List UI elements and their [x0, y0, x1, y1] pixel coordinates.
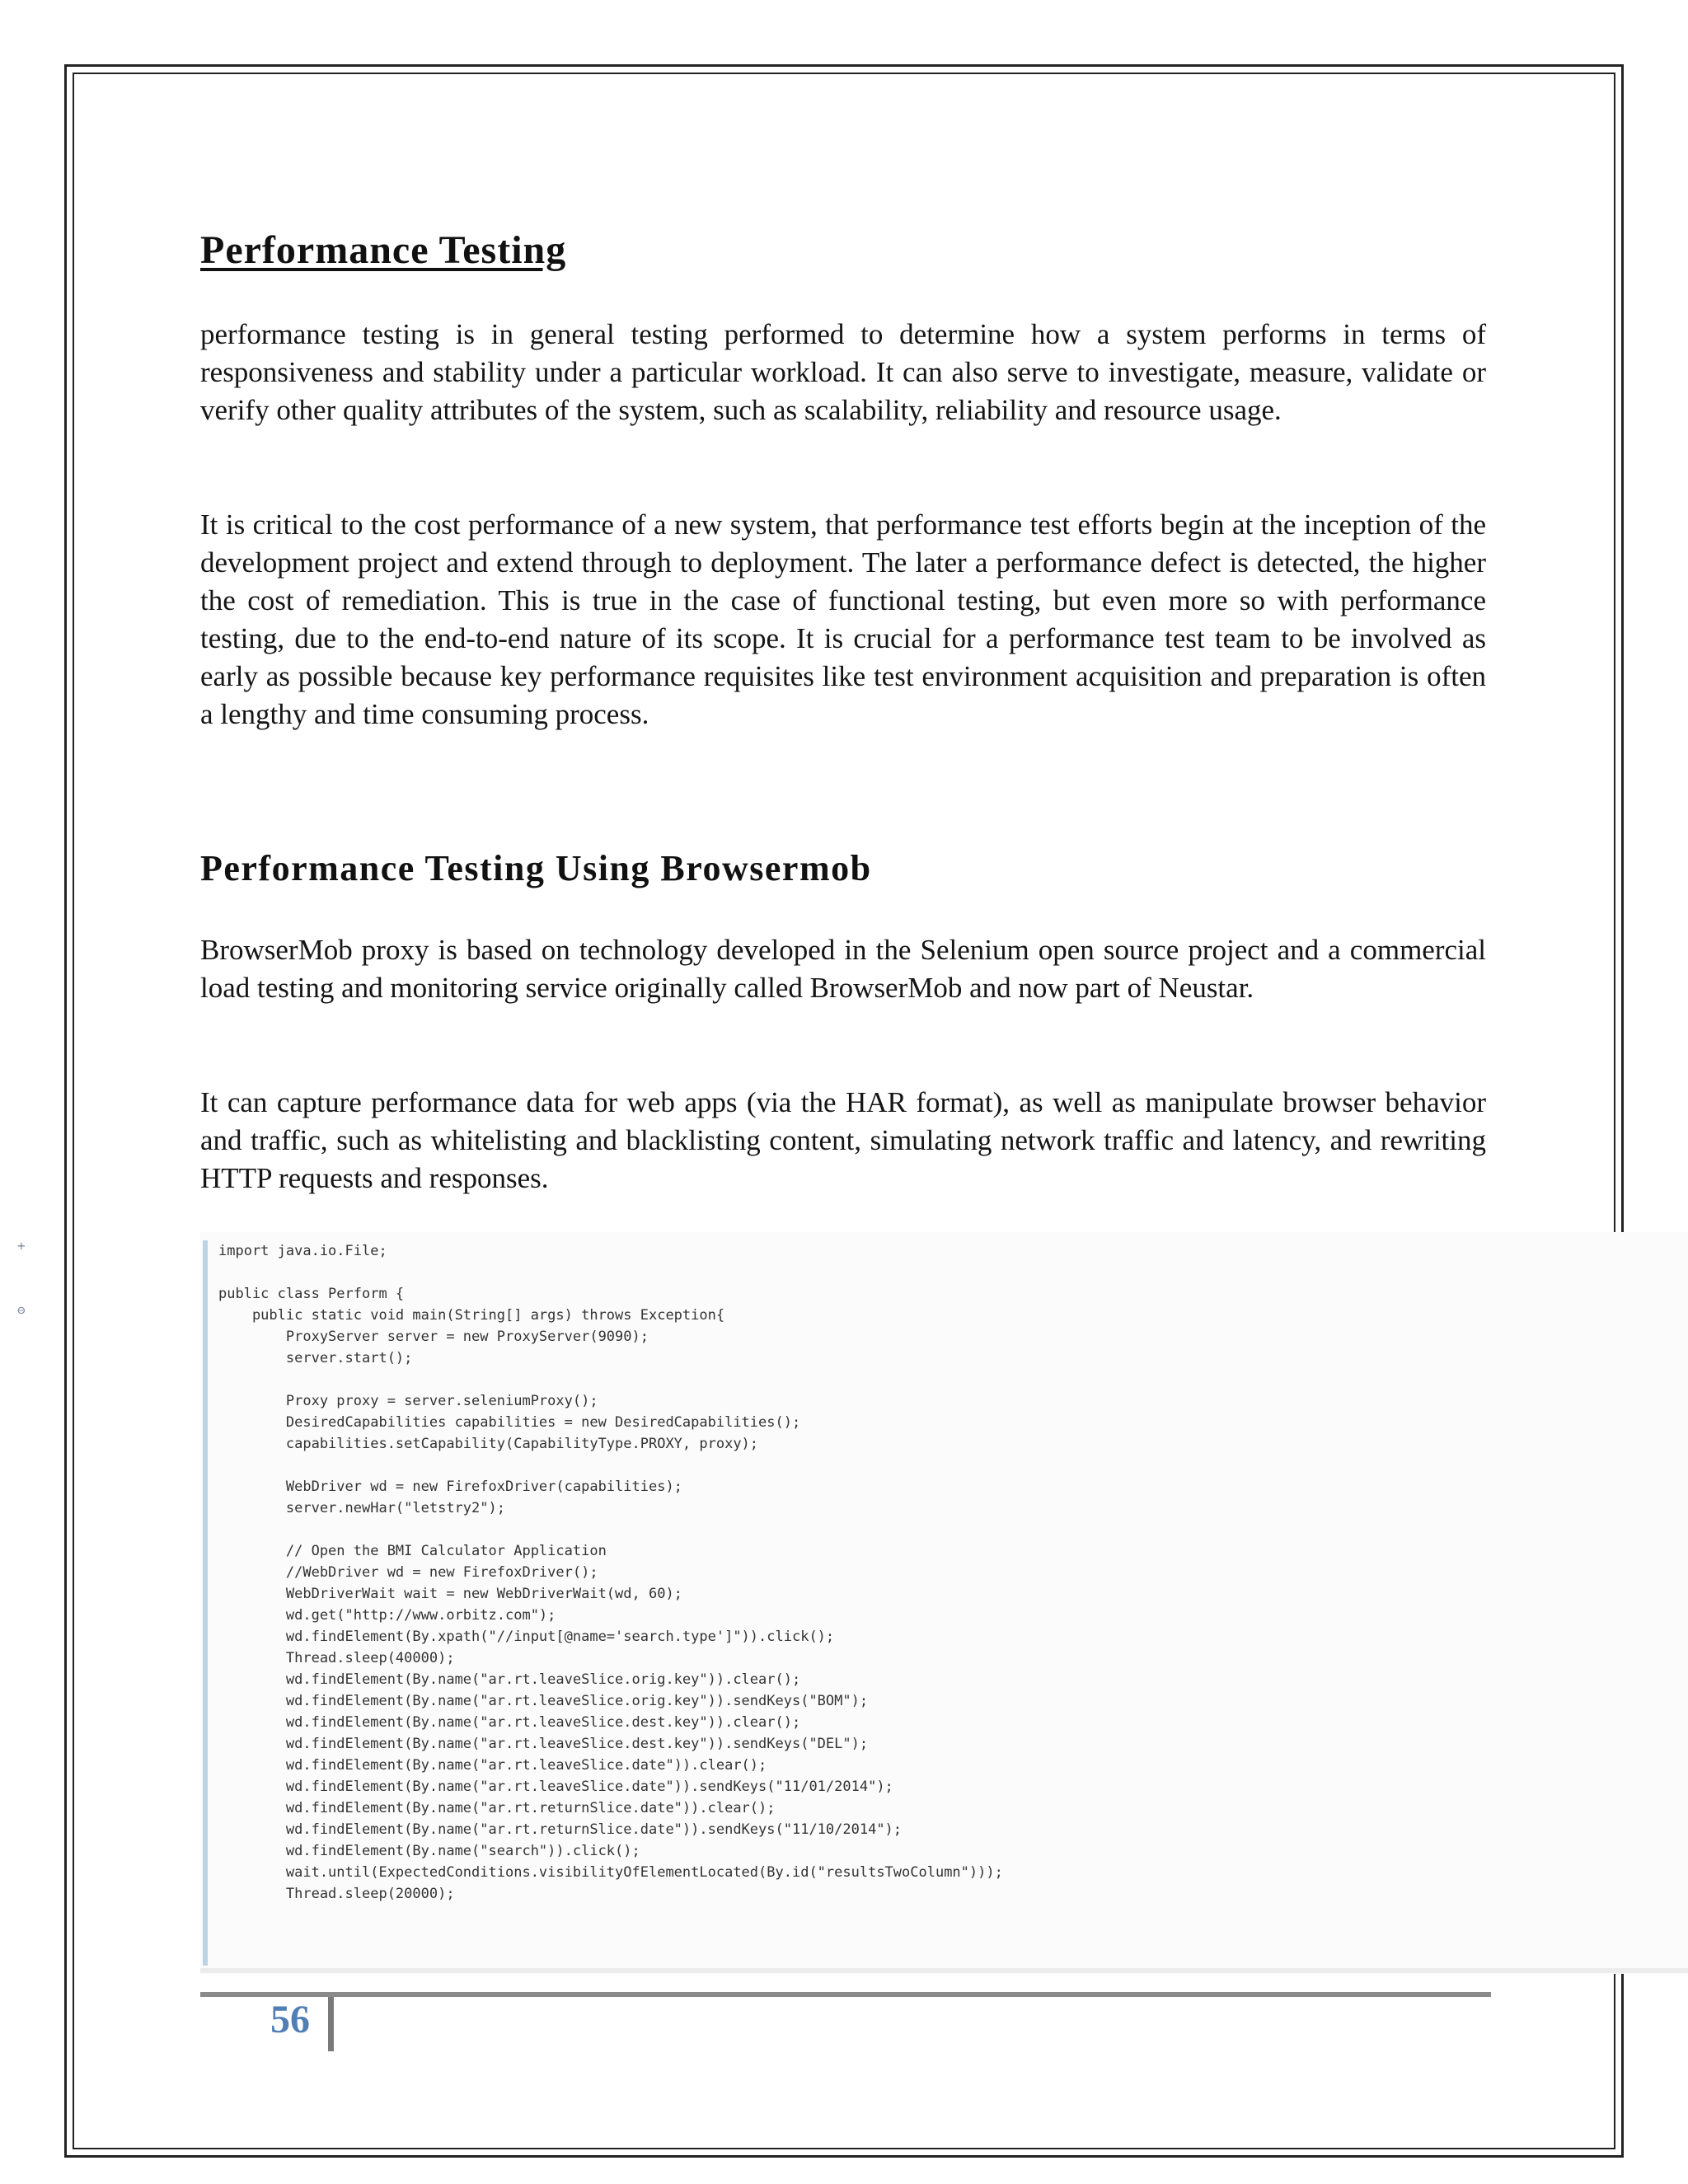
code-line: capabilities.setCapability(CapabilityType.PROXY, proxy); [218, 1436, 759, 1452]
fold-collapse-icon: ⊖ [17, 1302, 26, 1318]
code-line: server.start(); [218, 1350, 413, 1366]
paragraph-performance-definition: performance testing is in general testing performed to determine how a system performs in terms of responsiveness and stability under a particular workload. It can also serve to investigate, measure, validate or verify other quality attributes of the system, such as scalability, reliability and resource usage. [200, 318, 1486, 426]
paragraph-browsermob-capabilities: It can capture performance data for web apps (via the HAR format), as well as manipulate browser behavior and traffic, such as whitelisting and blacklisting content, simulating network traffic and latency, and rewriting HTTP requests and responses. [200, 1086, 1486, 1194]
paragraph-cost-performance: It is critical to the cost performance of a new system, that performance test efforts begin at the inception of the development project and extend through to deployment. The later a performance defect is detected, the higher the cost of remediation. This is true in the case of functional testing, but even more so with performance testing, due to the end-to-end nature of its scope. It is crucial for a performance test team to be involved as early as possible because key performance requisites like test environment acquisition and preparation is often a lengthy and time consuming process. [200, 509, 1486, 730]
code-screenshot-edge [200, 1968, 1688, 1973]
code-line: DesiredCapabilities capabilities = new DesiredCapabilities(); [218, 1414, 801, 1431]
code-line: wd.get("http://www.orbitz.com"); [218, 1607, 556, 1624]
code-line: wd.findElement(By.name("ar.rt.leaveSlice.orig.key")).clear(); [218, 1671, 801, 1688]
code-line: //WebDriver wd = new FirefoxDriver(); [218, 1564, 598, 1581]
code-gutter [203, 1240, 208, 1966]
code-block [218, 1240, 1003, 1905]
code-line [218, 1369, 1003, 1390]
code-line: // Open the BMI Calculator Application [218, 1543, 607, 1559]
page-number-divider [328, 1997, 334, 2051]
code-line: public static void main(String[] args) throws Exception{ [218, 1307, 725, 1324]
footer-rule [200, 1992, 1491, 1997]
code-line: wd.findElement(By.xpath("//input[@name='search.type']")).click(); [218, 1629, 835, 1645]
code-line: WebDriverWait wait = new WebDriverWait(wd, 60); [218, 1586, 682, 1602]
code-line [218, 1262, 1003, 1283]
fold-expand-icon: + [17, 1238, 26, 1254]
code-line: Thread.sleep(40000); [218, 1650, 455, 1666]
code-line: Proxy proxy = server.seleniumProxy(); [218, 1393, 598, 1409]
code-line: wd.findElement(By.name("ar.rt.returnSlice.date")).clear(); [218, 1800, 776, 1816]
code-line: server.newHar("letstry2"); [218, 1500, 505, 1516]
heading-performance-testing: Performance Testing [200, 228, 567, 272]
paragraph-browsermob-proxy: BrowserMob proxy is based on technology developed in the Selenium open source project and a commercial load testing and monitoring service originally called BrowserMob and now part of Neustar. [200, 934, 1486, 1004]
code-line [218, 1455, 1003, 1476]
code-screenshot [200, 1232, 1688, 1974]
code-line: Thread.sleep(20000); [218, 1886, 455, 1902]
code-line [218, 1519, 1003, 1540]
code-line: wd.findElement(By.name("ar.rt.leaveSlice.date")).clear(); [218, 1757, 767, 1774]
code-line: wd.findElement(By.name("search")).click(); [218, 1843, 640, 1859]
heading-using-browsermob: Performance Testing Using Browsermob [200, 848, 872, 888]
code-line: wd.findElement(By.name("ar.rt.leaveSlice.orig.key")).sendKeys("BOM"); [218, 1693, 869, 1709]
code-line: import java.io.File; [218, 1243, 387, 1259]
code-line: wd.findElement(By.name("ar.rt.leaveSlice.dest.key")).clear(); [218, 1714, 801, 1731]
code-line: ProxyServer server = new ProxyServer(9090); [218, 1329, 649, 1345]
code-line: wd.findElement(By.name("ar.rt.leaveSlice.date")).sendKeys("11/01/2014"); [218, 1779, 893, 1795]
code-line: wd.findElement(By.name("ar.rt.returnSlice.date")).sendKeys("11/10/2014"); [218, 1821, 903, 1838]
code-line: public class Perform { [218, 1286, 405, 1302]
code-line: wait.until(ExpectedConditions.visibilityOfElementLocated(By.id("resultsTwoColumn"))); [218, 1864, 1003, 1881]
code-line: WebDriver wd = new FirefoxDriver(capabilities); [218, 1479, 682, 1495]
code-line: wd.findElement(By.name("ar.rt.leaveSlice.dest.key")).sendKeys("DEL"); [218, 1736, 869, 1752]
page-number: 56 [270, 1998, 310, 2041]
